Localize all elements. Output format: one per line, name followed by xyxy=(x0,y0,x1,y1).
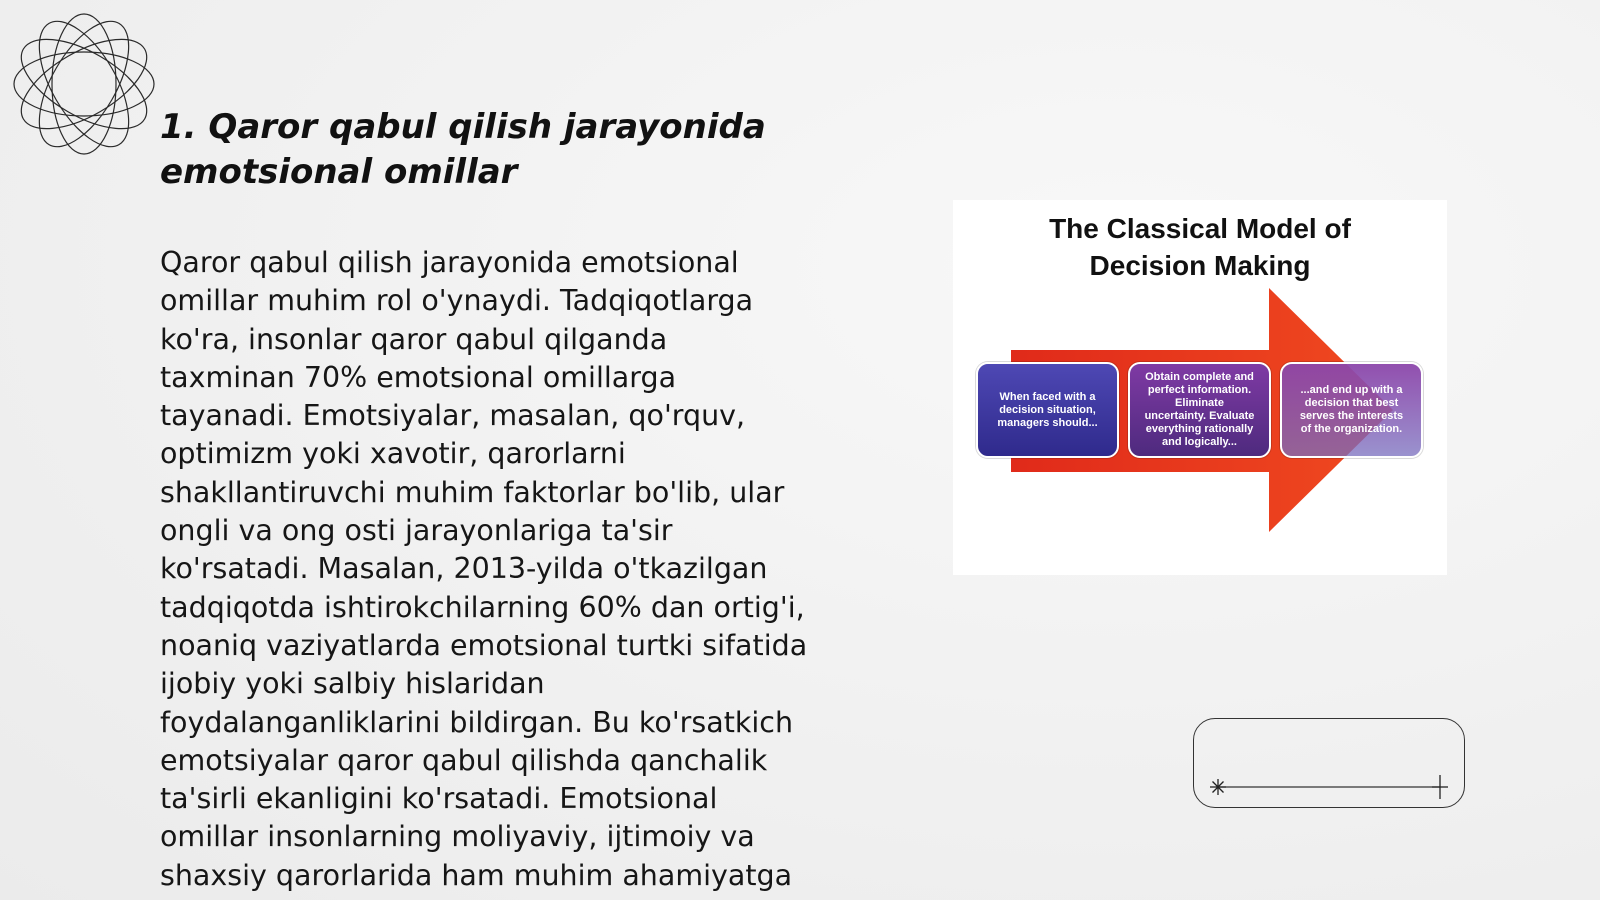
body-line: shaxsiy qarorlarida ham muhim ahamiyatga xyxy=(160,858,793,892)
body-line: Qaror qabul qilish jarayonida emotsional xyxy=(160,246,739,279)
body-line: tayanadi. Emotsiyalar, masalan, qo'rquv, xyxy=(160,399,746,433)
body-line: optimizm yoki xavotir, qarorlarni xyxy=(160,437,626,471)
body-line: tadqiqotda ishtirokchilarning 60% dan ortig'i, xyxy=(160,590,805,624)
step-2-text: perfect information. xyxy=(1147,384,1252,396)
title-line-2: emotsional omillar xyxy=(160,152,518,192)
body-line: ko'ra, insonlar qaror qabul qilganda xyxy=(160,322,668,356)
step-2-text: and logically... xyxy=(1162,436,1237,448)
classical-model-figure xyxy=(953,200,1447,575)
body-line: noaniq vaziyatlarda emotsional turtki sifatida xyxy=(160,628,808,662)
step-1-text: decision situation, xyxy=(999,403,1096,416)
step-2-text: Eliminate xyxy=(1175,397,1224,409)
body-line: ijobiy yoki salbiy hislaridan xyxy=(160,667,545,701)
body-line: shakllantiruvchi muhim faktorlar bo'lib, ular xyxy=(160,475,785,509)
body-line: emotsiyalar qaror qabul qilishda qanchalik xyxy=(160,743,768,777)
step-box-2 xyxy=(1128,362,1271,458)
body-line: ko'rsatadi. Masalan, 2013-yilda o'tkazilgan xyxy=(160,552,768,586)
step-3-text: ...and end up with a xyxy=(1300,384,1403,396)
body-line: foydalanganliklarini bildirgan. Bu ko'rsatkich xyxy=(160,705,794,739)
decorative-rounded-box xyxy=(1193,718,1465,808)
body-paragraph xyxy=(160,244,850,895)
figure-title xyxy=(953,210,1447,284)
step-2-text: everything rationally xyxy=(1145,423,1254,435)
step-3-text: of the organization. xyxy=(1300,423,1403,435)
step-2-text: Obtain complete and xyxy=(1145,371,1254,383)
step-1-text: managers should... xyxy=(997,416,1098,429)
figure-title-line-2: Decision Making xyxy=(1089,250,1311,281)
body-line: ta'sirli ekanligini ko'rsatadi. Emotsional xyxy=(160,782,718,816)
ring-pattern-icon xyxy=(10,10,158,158)
step-1-text: When faced with a xyxy=(999,390,1096,403)
sparkle-icon xyxy=(1210,779,1226,795)
plus-icon xyxy=(1432,775,1448,799)
body-line: taxminan 70% emotsional omillarga xyxy=(160,360,677,394)
body-line: ongli va ong osti jarayonlariga ta'sir xyxy=(160,514,673,548)
step-2-text: uncertainty. Evaluate xyxy=(1144,410,1255,422)
step-3-text: decision that best xyxy=(1304,397,1399,409)
step-3-text: serves the interests xyxy=(1299,410,1404,422)
body-line: omillar insonlarning moliyaviy, ijtimoiy va xyxy=(160,820,755,854)
step-box-3 xyxy=(1280,362,1423,458)
figure-title-line-1: The Classical Model of xyxy=(1049,213,1351,244)
slide-title xyxy=(160,105,860,195)
body-line: omillar muhim rol o'ynaydi. Tadqiqotlarga xyxy=(160,284,754,318)
step-box-1 xyxy=(976,362,1119,458)
title-line-1: 1. Qaror qabul qilish jarayonida xyxy=(160,107,766,147)
